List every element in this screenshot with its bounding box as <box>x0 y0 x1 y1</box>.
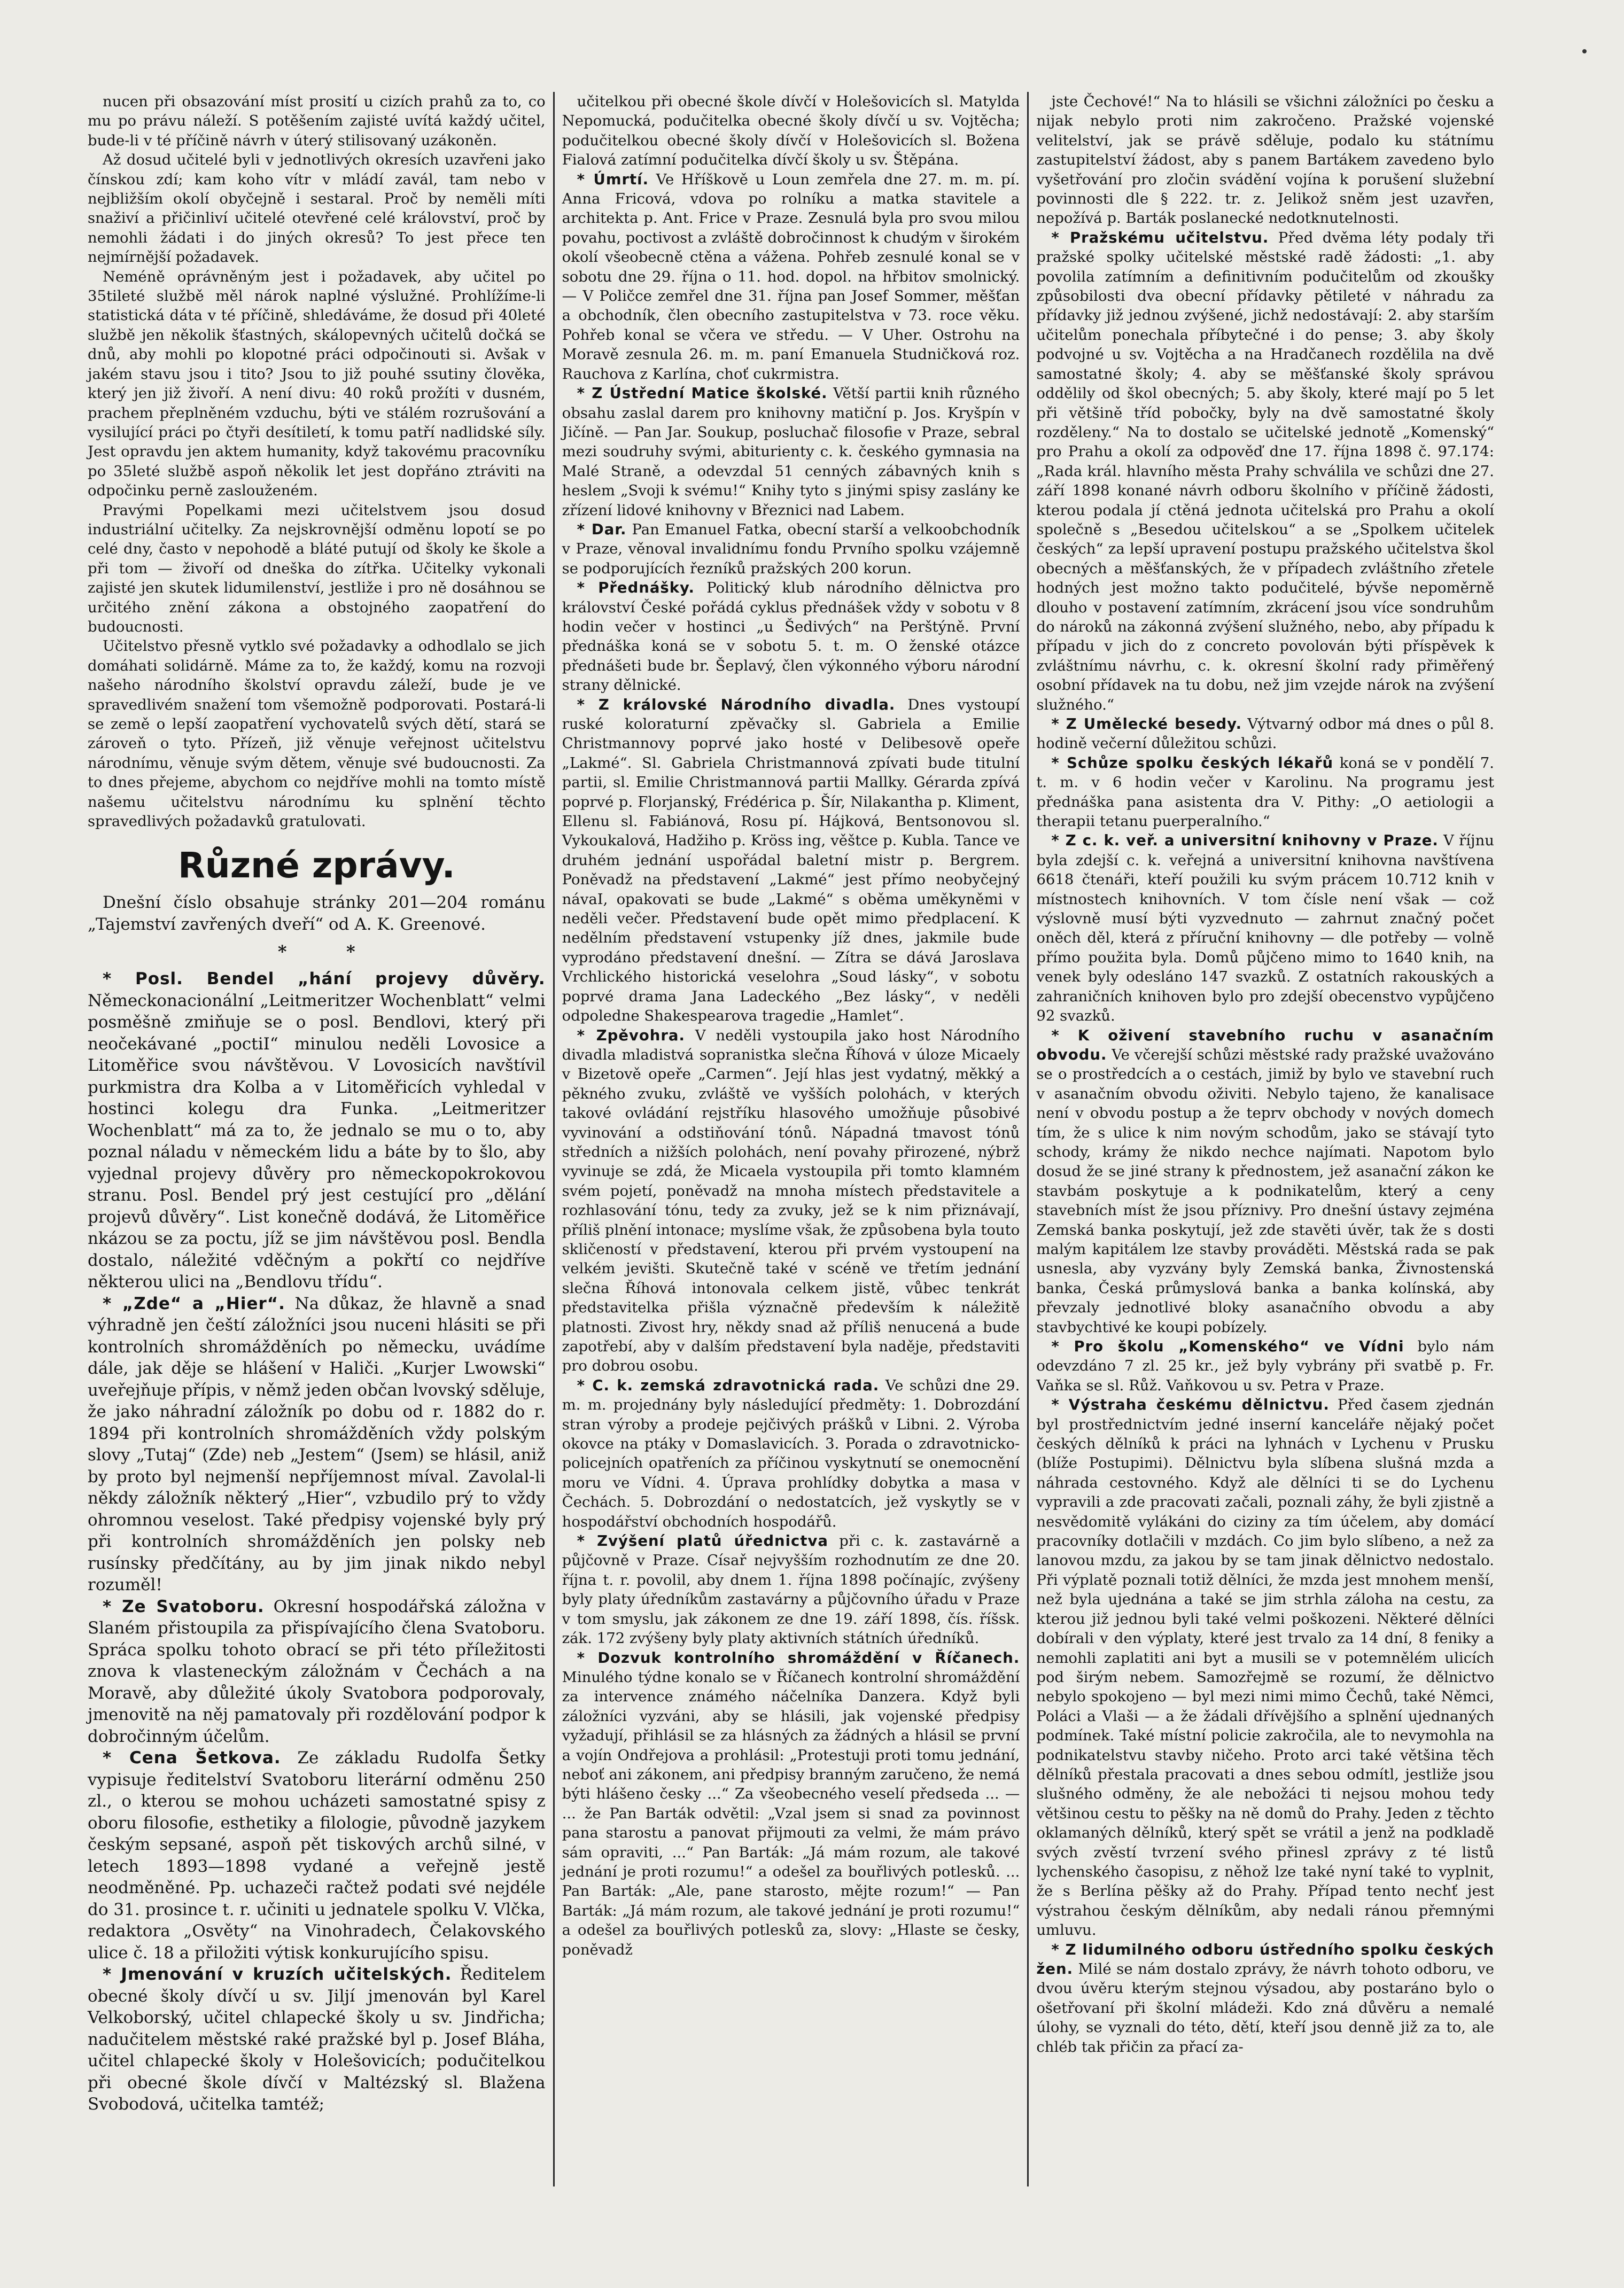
news-item <box>88 1293 546 1596</box>
news-item <box>1036 1026 1494 1337</box>
news-text: Minulého týdne konalo se v Říčanech kontrolní shromáždění za intervence známého náčelníka Danzera. Když byli záložníci vyzváni, aby se hlásili, jak vojenské předpisy vyžadují, přihlásil se za hlásných za žádných a hlásil se první a vojín Ondřejova a prohlásil: „Protestuji proti tomu jednání, neboť ani zákonem, ani předpisy branným zaručeno, že nemá býti hlášeno česky ...“ Za všeobecného veselí předseda ... — ... že Pan Barták odvětil: „Vzal jsem si snad za povinnost pana starostu a panovat přijmouti za velmi, že mám právo sám opraviti, ...“ Pan Barták: „Já mám rozum, ale takové jednání je proti rozumu!“ a odešel za bouřlivých potlesků. ... Pan Barták: „Ale, pane starosto, mějte rozum!“ — Pan Barták: „Já mám rozum, ale takové jednání je proti rozumu!“ a odešel za bouřlivých potlesků za, slovy: „Hlaste se česky, poněvadž <box>562 1668 1020 1958</box>
newspaper-page <box>80 92 1502 2186</box>
news-heading: * Schůze spolku českých lékařů <box>1051 754 1334 772</box>
news-text: Pan Emanuel Fatka, obecní starší a velkoobchodník v Praze, věnoval invalidnímu fondu Prvního spolku vzájemně se podporujících řezníků pražských 200 korun. <box>562 520 1020 577</box>
news-item <box>1036 714 1494 753</box>
news-item <box>1036 1337 1494 1395</box>
news-heading: * Z lidumilného odboru ústředního spolku českých žen. <box>1036 1941 1495 1978</box>
news-text: Dnes vystoupí ruské koloraturní zpěvačky sl. Gabriela a Emilie Christmannovy poprvé jako hosté v Delibesově opeře „Lakmé“. Sl. Gabriela Christmannová zpívati bude titulní partii, sl. Emilie Christmannová partii Mallky. Gérarda zpívá poprvé p. Florjanský, Frédérica p. Šír, Nilakantha p. Kliment, Ellenu sl. Fabiánová, Rosu pí. Hájková, Bentsonovou sl. Vykoukalová, Hadžiho p. Kröss ing, věštce p. Kubla. Tance ve druhém jednání uspořádal baletní mistr p. Bergrem. Poněvadž na představení „Lakmé“ jest přímo neobyčejný návaI, opakovati se bude „Lakmé“ s oběma uměkyněmi v neděli večer. Představení bude opět mimo předplacení. K nedělním představení vstupenky jíž dnes, jakmile bude vyprodáno představení dnešní. — Zítra se dává Jaroslava Vrchlického historická veselohra „Soud lásky“, v sobotu poprvé drama Jana Ladeckého „Bez lásky“, v neděli odpoledne Shakespearova tragedie „Hamlet“. <box>562 696 1020 1025</box>
news-heading: * Ze Svatoboru. <box>103 1597 265 1616</box>
news-item <box>88 1964 546 2115</box>
news-item <box>1036 228 1494 714</box>
article-paragraph: Až dosud učitelé byli v jednotlivých okresích uzavřeni jako čínskou zdí; kam koho vítr v mládí zavál, tam nebo v nejbližším okolí obyčejně i sestaral. Proč by neměli míti snaživí a přičinliví učitelé otevřené celé království, proč by nemohli žádati i do jiných okresů? To jest přece ten nejmírnější požadavek. <box>88 151 546 266</box>
news-text: Větší partii knih různého obsahu zaslal darem pro knihovny matiční p. Jos. Kryšpín v Jičíně. — Pan Jar. Soukup, posluchač filosofie v Praze, sebral mezi soudruhy svými, abiturienty c. k. českého gymnasia na Malé Straně, a odevzdal 51 cenných zábavných knih s heslem „Svoji k svému!“ Knihy tyto s jinými spisy zaslány ke zřízení lidové knihovny v Březnici nad Labem. <box>562 385 1020 519</box>
news-text: Před časem zjednán byl prostřednictvím jedné inserní kanceláře nějaký počet českých dělníků k práci na lyhnách v Lychenu v Prusku (blíže Postupimi). Dělnictvu byla slíbena slušná mzda a náhrada cestovného. Když ale dělníci ti se do Lychenu vypravili a zde pracovati začali, poznali záhy, že byli zjistně a nesvědomitě vylákáni do ciziny za tím účelem, aby domácí pracovníky dotlačili v mzdách. Co jim bylo slíbeno, a než za lanovou mzdu, za jakou by se tam jinak dělnictvo nedostalo. Při výplatě poznali totiž dělníci, že mzda jest mnohem menší, než byla ujednána a také se jim strhla záloha na cestu, za kterou již jednou byli také velmi poškozeni. Některé dělníci dobírali v den výplaty, které jest trvalo za 14 dní, 8 feniky a nemohli zaplatiti ani byt a musili se v potemnělém ulicích pod širým nebem. Samozřejmě se rozumí, že dělnictvo nebylo spokojeno — byl mezi nimi mimo Čechů, také Němci, Poláci a Vlaši — a že žádali dřívějšího a splnění ujednaných podmínek. Také místní policie zakročila, ale to nevymohla na podnikatelstvu stavby ničeho. Proto arci také většina těch dělníků přestala pracovati a dnes sebou odmítl, jestliže jsou slušného odměny, že ale nebožáci ti nejsou mohou tedy většinou cestu to pěšky na ně domů do Prahy. Jeden z těchto oklamaných dělníků, který spět se vrátil a jenž na podkladě svých zvěstí tvrzení svého přinesl zprávy z té listů lychenského časopisu, z něhož lze také nyní také to vyplnit, že s Berlína pěšky až do Prahy. Případ tento nechť jest výstrahou českým dělníkům, aby nedali ránou přemnými umluvu. <box>1036 1396 1495 1939</box>
news-text: Ze základu Rudolfa Šetky vypisuje ředitelství Svatoboru literární odměnu 250 zl., o kterou se mohou ucházeti samostatné spisy z oboru filosofie, esthetiky a filologie, původně jazykem českým sepsané, aspoň pět tiskových archů silné, v letech 1893—1898 vydané a veřejně jestě neodměněné. Pp. uchazeči račtež podati své nejdéle do 31. prosince t. r. učiniti u jednatele spolku V. Vlčka, redaktora „Osvěty“ na Vinohradech, Čelakovského ulice č. 18 a přiložiti výtisk konkurujícího spisu. <box>88 1748 546 1963</box>
news-heading: * Výstraha českému dělnictvu. <box>1051 1396 1330 1414</box>
news-heading: * Úmrtí. <box>577 170 649 188</box>
column-3 <box>1029 92 1502 2186</box>
news-item <box>1036 753 1494 831</box>
news-item <box>562 578 1020 695</box>
news-heading: * Pro školu „Komenského“ ve Vídni <box>1051 1338 1404 1355</box>
news-item <box>88 1596 546 1748</box>
news-item <box>562 1376 1020 1531</box>
ink-speck <box>1582 49 1587 53</box>
news-text: Ředitelem obecné školy dívčí u sv. Jiljí jmenován byl Karel Velkoborský, učitel chlapecké školy u sv. Jindřicha; nadučitelem městské raké pražské byl p. Josef Bláha, učitel chlapecké školy v Holešovicích; podučitelkou při obecné škole dívčí v Maltézský sl. Blažena Svobodová, učitelka tamtéž; <box>88 1965 546 2114</box>
news-heading: * Posl. Bendel „hání projevy důvěry. <box>103 969 546 989</box>
news-heading: * Dozvuk kontrolního shromáždění v Říčanech. <box>577 1649 1020 1667</box>
news-item <box>562 1531 1020 1648</box>
news-item <box>88 968 546 1293</box>
news-heading: * Jmenování v kruzích učitelských. <box>103 1965 452 1985</box>
news-heading: * Zvýšení platů úřednictva <box>577 1532 828 1550</box>
news-text: V říjnu byla zdejší c. k. veřejná a universitní knihovna navštívena 6618 čtenáři, kteří použili ku svým prácem 10.712 knih v místnostech knihovních. V tom čísle není však — což výslovně musí býti vyzvednuto — zahrnut značný počet oněch děl, která z příruční knihovny — dle potřeby — volně přímo použita byla. Domů půjčeno mimo to 1640 knih, na venek byly odesláno 147 svazků. Z ostatních rakouských a zahraničních knihoven bylo pro zdejší obecenstvo vypůjčeno 92 svazků. <box>1036 832 1495 1025</box>
separator-stars: * * <box>277 941 355 962</box>
column-1 <box>80 92 553 2186</box>
article-paragraph: Pravými Popelkami mezi učitelstvem jsou dosud industriální učitelky. Za nejskrovnější odměnu lopotí se po celé dny, často v nepohodě a bláté putují od školy ke škole a při tom — živoří od dneška do zítřka. Učitelky vykonali zajisté jen skutek lidumilenství, jestliže i pro ně dosáhnou se určitého znění zákona a obstojného zaopatření do budoucnosti. <box>88 501 546 635</box>
news-heading: * Dar. <box>577 520 627 538</box>
news-item <box>562 1648 1020 1960</box>
news-text: Před dvěma léty podaly tři pražské spolky učitelské městské radě žádosti: „1. aby povolila zatímním a definitivním podučitelům od zkoušky způsobilosti dva obecní přídavky pětileté v náhradu za přídavky již jednou zvýšené, jichž nedostávají: 2. aby starším učitelům ponechala příbytečné i do pense; 3. aby školy podvojné u sv. Vojtěcha a na Hradčanech rozdělila na dvě samostatné školy; 4. aby se měšťanské školy správou oddělily od škol obecných; 5. aby školy, které mají po 5 let při většině tříd pobočky, byly na dvě samostatné školy rozděleny.“ Na to dostalo se učitelské jednotě „Komenský“ pro Prahu a okolí za odpověď dne 17. října 1898 č. 97.174: „Rada král. hlavního města Prahy schválila ve schůzi dne 27. září 1898 konané návrh odboru školního v příčině žádosti, kterou podala jí ctěná jednota učitelská pro Prahu a okolí společně s „Besedou učitelskou“ a se „Spolkem učitelek českých“ za lepší upravení postupu pražského učitelstva škol obecných a měšťanských, že v případech zvláštního zřetele hodných jest možno takto podučitelé, bývše nepoměrně dlouho v postavení zatímním, zkrácení jsou více sondruhům do nároků na zákonná zvýšení služného, nebo, aby případu k případu v jich do z concreto povolován býti příspěvek k zvláštnímu návrhu, c. k. okresní školní rady přiměřený osobní přídavek na tu dobu, než jim vzejde nárok na zvýšení služného.“ <box>1036 229 1495 713</box>
news-heading: * Z Umělecké besedy. <box>1051 715 1242 733</box>
news-item <box>562 384 1020 520</box>
news-text: Výtvarný odbor má dnes o půl 8. hodině večerní důležitou schůzi. <box>1036 715 1495 752</box>
news-text: koná se v pondělí 7. t. m. v 6 hodin večer v Karolinu. Na programu jest přednáška pana asistenta dra V. Pithy: „O aetiologii a therapii tetanu puerperalního.“ <box>1036 754 1495 830</box>
article-paragraph: učitelkou při obecné škole dívčí v Holešovicích sl. Matylda Nepomucká, podučitelka obecné školy dívčí u sv. Vojtěcha; podučitelkou obecné školy dívčí v Holešovicích sl. Božena Fialová zatímní podučitelka dívčí školy u sv. Štěpána. <box>562 93 1020 169</box>
news-item <box>1036 1395 1494 1940</box>
section-heading: Různé zprávy. <box>177 845 455 886</box>
news-heading: * Z Ústřední Matice školské. <box>577 385 828 402</box>
news-item <box>562 170 1020 384</box>
news-text: Ve schůzi dne 29. m. m. projednány byly následující předměty: 1. Dobrozdání stran výroby a prodeje pejčivých prášků v Libni. 2. Výroba okovce na ptáky v Domaslavicích. 3. Porada o zdravotnicko-policejních opatřeních za příčinou vyskytnutí se onemocnění moru ve Vídni. 4. Úprava prohlídky dobytka a masa v Čechách. 5. Dobrozdání o nedostatcích, jež vyskytly se v hospodářství obchodních hospodářů. <box>562 1376 1020 1530</box>
news-item: Dnešní číslo obsahuje stránky 201—204 románu „Tajemství zavřených dveří“ od A. K. Greenové. <box>88 893 546 934</box>
news-heading: * „Zde“ a „Hier“. <box>103 1294 285 1313</box>
news-heading: * Pražskému učitelstvu. <box>1051 229 1269 246</box>
news-heading: * Zpěvohra. <box>577 1026 685 1044</box>
news-text: při c. k. zastavárně a půjčovně v Praze. Císař nejvyšším rozhodnutím ze dne 20. října t. r. povolil, aby dnem 1. října 1898 počínajíc, zvýšeny byly platy úředníkům zastavárny a půjčovního úřadu v Praze v tom smyslu, jak zákonem ze dne 19. září 1898, čís. říšsk. zák. 172 zvýšeny byly platy aktivních státních úředníků. <box>562 1532 1020 1647</box>
news-text: Milé se nám dostalo zprávy, že návrh tohoto odboru, ve dvou úvěru kterým stejnou výsadou, aby postaráno bylo o ošetřovaní při školní mládeži. Kdo zná důvěru a nemalé úlohy, se vyznali do této, dětí, kteří jsou denně již za to, ale chléb tak přičin za přací za- <box>1036 1960 1495 2056</box>
column-2 <box>555 92 1028 2186</box>
news-text: Německonacionální „Leitmeritzer Wochenblatt“ velmi posměšně zmiňuje se o posl. Bendlovi, který při neočekávané „poctiI“ minulou neděli Lovosice a Litoměřice svou návštěvou. V Lovosicích navštívil purkmistra dra Kolba a v Litoměřicích vyhledal v hostinci kolegu dra Funka. „Leitmeritzer Wochenblatt“ má za to, že jednalo se mu o to, aby poznal náladu v německém lidu a báte by to šlo, aby vyjednal projevy důvěry pro německopokrokovou stranu. Posl. Bendel prý jest cestující pro „dělání projevů důvěry“. List konečně dodává, že Litoměřice nkázou se za poctu, jíž se jim návštěvou posl. Bendla dostalo, náležité vděčným a pokřtí co nejdříve některou ulici na „Bendlovu třídu“. <box>88 991 546 1292</box>
article-paragraph: nucen při obsazování míst prosití u cizích prahů za to, co mu po právu náleží. S potěšením zajisté uvítá každý učitel, bude-li v té příčině návrh v úterý stilisovaný uzákoněn. <box>88 93 546 149</box>
news-text: Politický klub národního dělnictva pro království České pořádá cyklus přednášek vždy v sobotu v 8 hodin večer v hostinci „u Šedivých“ na Perštýně. První přednáška koná se v sobotu 5. t. m. O ženské otázce přednášeti bude br. Šeplavý, člen výkonného výboru národní strany dělnické. <box>562 579 1020 694</box>
article-paragraph: jste Čechové!“ Na to hlásili se všichni záložníci po česku a nijak nebylo proti nim zakročeno. Pražské vojenské velitelství, jak se právě sděluje, podalo ku státnímu zastupitelství žádost, aby s panem Bartákem zavedeno bylo vyšetřování pro zločin svádění vojína k porušení služební povinnosti dle § 222. tr. z. Jelikož sněm jest uzavřen, nepožívá p. Barták poslanecké nedotknutelnosti. <box>1036 93 1495 227</box>
news-item <box>1036 1940 1494 2057</box>
news-heading: * Z královské Národního divadla. <box>577 696 896 713</box>
news-heading: * K oživení stavebního ruchu v asanačním obvodu. <box>1036 1026 1495 1063</box>
news-text: Na důkaz, že hlavně a snad výhradně jen čeští záložníci jsou nuceni hlásiti se při kontrolních shromážděních po německu, uvádíme dále, jak děje se hlášení v Haliči. „Kurjer Lwowski“ uveřejňuje přípis, v němž jeden občan lvovský sděluje, že jako náhradní záložník po dobu od r. 1882 do r. 1894 při kontrolních shromážděních vždy polským slovy „Tutaj“ (Zde) neb „Jestem“ (Jsem) se hlásil, aniž by proto byl nejmenší nepříjemnost míval. Zavolal-li někdy záložník některý „Hier“, vzbudilo prý to vždy ohromnou veselost. Také předpisy vojenské byly prý při kontrolních shromážděních jen polsky neb rusínsky předčítány, au by jim jinak nikdo nebyl rozuměl! <box>88 1294 546 1595</box>
news-text: Ve včerejší schůzi městské rady pražské uvažováno se o prostředcích a o cestách, jimiž by bylo ve stavební ruch v asanačním obvodu oživiti. Nebylo tajeno, že kanalisace není v obvodu postup a že teprv obchody v nových domech tím, že s ulice k nim novým schodům, jako se stávají tyto schody, krámy že nikdo nechce najímati. Napotom bylo dosud že se jiné strany k přednostem, jež asanační zákon ke stavbám poskytuje a k podnikatelům, který a ceny stavebních míst že jsou příznivy. Pro dnešní ústavy zejména Zemská banka poskytují, jež zde stavěti úvěr, tak že s dosti malým kapitálem lze stavby prováděti. Městská rada se pak usnesla, aby vyzvány byly Zemská banka, Živnostenská banka, Česká průmyslová banka a banka kolínská, aby převzaly jednotlivé bloky asanačního obvodu a aby stavbychtivé ke koupi pobízely. <box>1036 1046 1495 1336</box>
news-heading: * Z c. k. veř. a universitní knihovny v Praze. <box>1051 832 1439 850</box>
news-text: Okresní hospodářská záložna v Slaném přistoupila za přispívajícího člena Svatoboru. Spráca spolku tohoto obrací se při této příležitosti znova k vlasteneckým záložnám v Čechách a na Moravě, aby důležité úkoly Svatobora podporovaly, jmenovitě na něj pamatovaly při rozdělování podpor k dobročinným účelům. <box>88 1597 546 1746</box>
news-item <box>562 1026 1020 1376</box>
news-item <box>88 1747 546 1964</box>
news-heading: * C. k. zemská zdravotnická rada. <box>577 1376 880 1394</box>
news-text: bylo nám odevzdáno 7 zl. 25 kr., jež byly vybrány při svatbě p. Fr. Vaňka se sl. Růž. Vaňkovou u sv. Petra v Praze. <box>1036 1338 1495 1394</box>
news-heading: * Cena Šetkova. <box>103 1748 281 1768</box>
news-item <box>1036 831 1494 1025</box>
article-paragraph: Neméně oprávněným jest i požadavek, aby učitel po 35tileté službě měl nárok naplné výslužné. Prohlížíme-li statistická dáta v té příčině, shledáváme, že dosud při 40leté službě jen několik šťastných, skálopevných učitelů dočká se dnů, aby mohli po klopotné práci odpočinouti si. Avšak v jakém stavu jsou i tito? Jsou to již pouhé ssutiny člověka, který jen již živoří. A není divu: 40 roků prožíti v dusném, prachem přeplněném vzduchu, býti ve stálém rozrušování a vysilující práci po čtyři desítiletí, k tomu patří nadlidské síly. Jest opravdu jen aktem humanity, když takovému pracovníku po 35leté službě aspoň několik let jest dopřáno ztráviti na odpočinku perně zaslouženém. <box>88 268 546 500</box>
news-item <box>562 520 1020 578</box>
article-paragraph: Učitelstvo přesně vytklo své požadavky a odhodlalo se jich domáhati solidárně. Máme za to, že každý, komu na rozvoji našeho národního školství opravdu záleží, bude je ve spravedlivém snažení tom všemožně podporovati. Postará-li se země o lepší zaopatření vychovatelů svých dětí, stará se zároveň o tyto. Přízeň, již věnuje veřejnost učitelstvu národnímu, věnuje svým dětem, věnuje své budoucnosti. Za to dnes přejeme, abychom co nejdříve mohli na tomto místě našemu učitelstvu národnímu ku splnění těchto spravedlivých požadavků gratulovati. <box>88 637 546 830</box>
news-heading: * Přednášky. <box>577 579 695 597</box>
news-text: Ve Hříškově u Loun zemřela dne 27. m. m. pí. Anna Fricová, vdova po rolníku a matka stavitele a architekta p. Ant. Frice v Praze. Zesnulá byla pro svou milou povahu, poctivost a zvláště dobročinnost k chudým v širokém okolí všeobecně ctěna a vážena. Pohřeb zesnulé konal se v sobotu dne 29. října o 11. hod. dopol. na hřbitov smolnický. — V Poličce zemřel dne 31. října pan Josef Sommer, měšťan a obchodník, člen obecního zastupitelstva v 73. roce věku. Pohřeb konal se včera ve středu. — V Uher. Ostrohu na Moravě zesnula 26. m. m. paní Emanuela Studničková roz. Rauchova z Karlína, choť cukrmistra. <box>562 170 1020 383</box>
news-item <box>562 695 1020 1026</box>
news-text: V neděli vystoupila jako host Národního divadla mladistvá sopranistka slečna Říhová v úloze Micaely v Bizetově opeře „Carmen“. Její hlas jest vydatný, měkký a pěkného zvuku, zvláště ve vyšších polohách, v kterých takové ovládání rejstříku hlasového umožňuje působivé vyvinování a odstiňování tónů. Nápadná tmavost tónů středních a nižších polohách, není povahy přirozené, nýbrž vyvinuje se zdá, že Micaela vystoupila při tomto klamném svém pojetí, poněvadž na mnoha místech představitele a rozhlasování tónu, tedy za zvuky, jež se k nim přiznávají, příliš plnění intonace; myslíme však, že způsobena byla touto skličeností v představení, kterou při prvém vystoupení na velkém jevišti. Skutečně také v scéně ve třetím jednání slečna Říhová intonovala celkem jistě, vůbec tenkrát představitelka přišla význačně především k náležitě platnosti. Zivost hry, někdy snad až příliš nenucená a bude zapotřebí, aby v dalším představení byla naděje, představiti pro dobrou osobu. <box>562 1026 1020 1375</box>
